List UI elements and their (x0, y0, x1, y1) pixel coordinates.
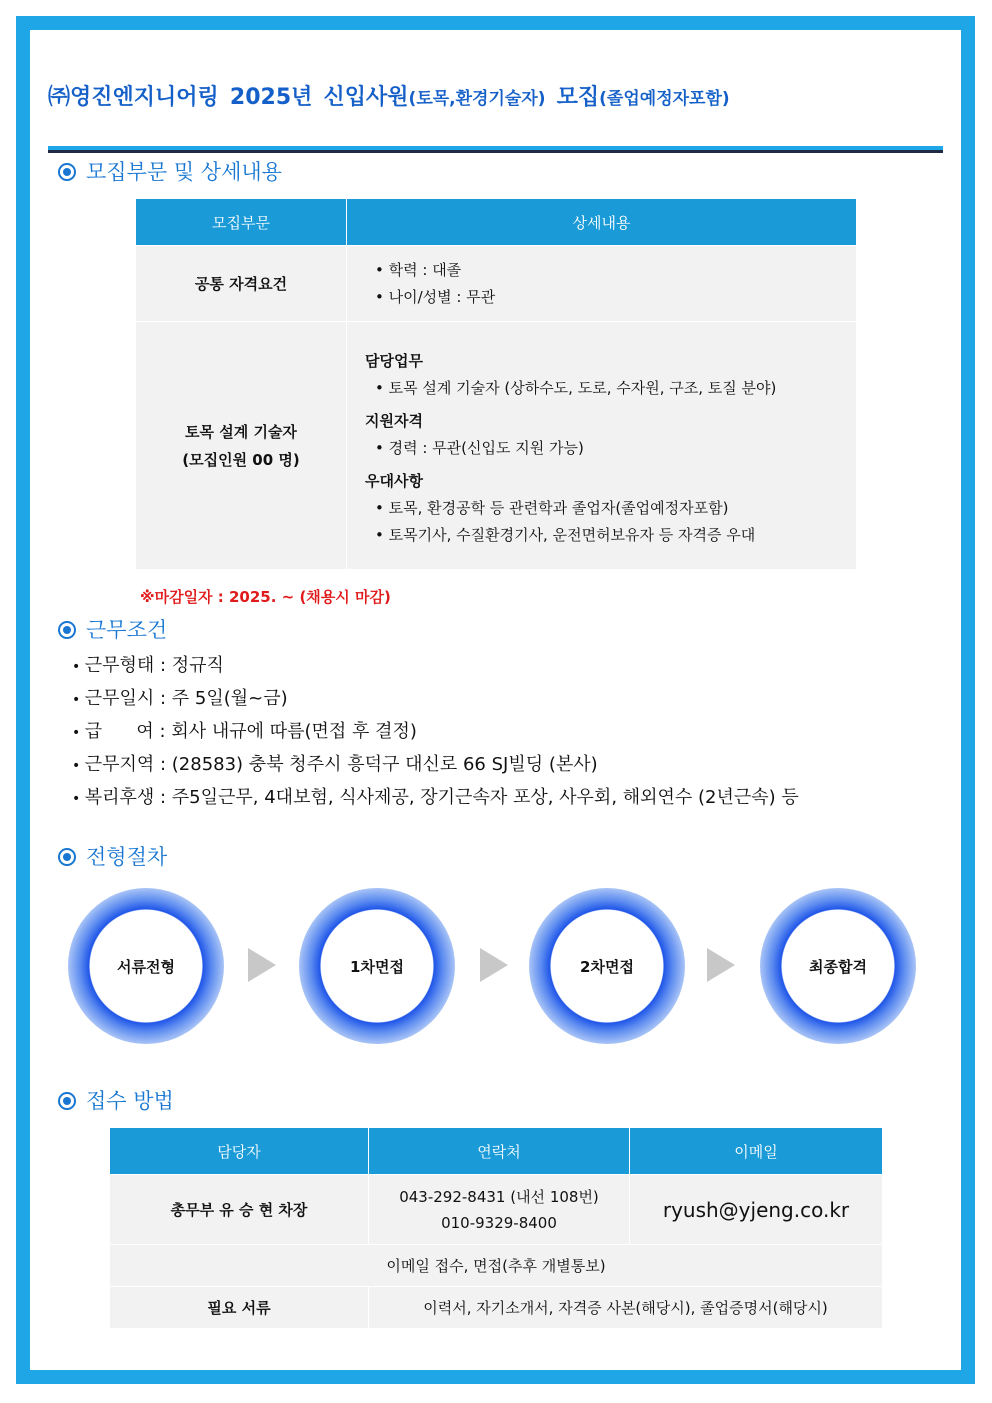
section-apply: 접수 방법 (58, 1085, 174, 1115)
condition-benefits: • 복리후생 : 주5일근무, 4대보험, 식사제공, 장기근속자 포상, 사우회, 해외연수 (2년근속) 등 (72, 782, 799, 815)
process-step-interview1: 1차면접 (299, 888, 455, 1044)
list-item: • 경력 : 무관(신입도 지원 가능) (365, 435, 856, 462)
recruit-table (135, 198, 857, 570)
apply-method: 이메일 접수, 면접(추후 개별통보) (110, 1245, 883, 1287)
title-position: 신입사원 (323, 85, 409, 110)
condition-work-days: • 근무일시 : 주 5일(월~금) (72, 683, 799, 716)
process-step-final: 최종합격 (760, 888, 916, 1044)
title-company: ㈜영진엔지니어링 (48, 85, 219, 110)
list-item: • 토목기사, 수질환경기사, 운전면허보유자 등 자격증 우대 (365, 522, 856, 549)
process-step-interview2: 2차면접 (529, 888, 685, 1044)
circle-bullet-icon (58, 1092, 76, 1110)
qualification-title: 지원자격 (365, 412, 423, 430)
preference-title: 우대사항 (365, 472, 423, 490)
list-item: • 토목 설계 기술자 (상하수도, 도로, 수자원, 구조, 토질 분야) (365, 375, 856, 402)
conditions-list (72, 650, 799, 815)
common-requirements-label: 공통 자격요건 (136, 246, 347, 322)
circle-bullet-icon (58, 848, 76, 866)
recruit-header-division: 모집부문 (136, 199, 347, 246)
condition-location: • 근무지역 : (28583) 충북 청주시 흥덕구 대신로 66 SJ빌딩 (본사) (72, 749, 799, 782)
title-recruit-note: (졸업예정자포함) (599, 89, 730, 109)
required-docs: 이력서, 자기소개서, 자격증 사본(해당시), 졸업증명서(해당시) (369, 1287, 883, 1329)
list-item: • 나이/성별 : 무관 (365, 284, 856, 311)
apply-header-person: 담당자 (110, 1128, 369, 1175)
title-year: 2025년 (229, 85, 313, 110)
section-process: 전형절차 (58, 841, 167, 871)
phone-office[interactable]: 043-292-8431 (내선 108번) (399, 1187, 599, 1206)
civil-engineer-detail (347, 322, 857, 570)
list-item: • 토목, 환경공학 등 관련학과 졸업자(졸업예정자포함) (365, 495, 856, 522)
condition-employment-type: • 근무형태 : 정규직 (72, 650, 799, 683)
deadline-notice: ※마감일자 : 2025. ~ (채용시 마감) (140, 588, 391, 606)
circle-bullet-icon (58, 163, 76, 181)
condition-salary: • 급 여 : 회사 내규에 따름(면접 후 결정) (72, 716, 799, 749)
contact-email[interactable]: ryush@yjeng.co.kr (630, 1175, 883, 1245)
title-recruit: 모집 (556, 85, 600, 110)
phone-mobile[interactable]: 010-9329-8400 (441, 1213, 557, 1232)
arrow-right-icon (707, 948, 735, 982)
contact-phone (369, 1175, 630, 1245)
apply-header-email: 이메일 (630, 1128, 883, 1175)
duty-title: 담당업무 (365, 352, 423, 370)
apply-table (109, 1127, 883, 1329)
title-position-detail: (토목,환경기술자) (408, 89, 546, 109)
arrow-right-icon (480, 948, 508, 982)
apply-header-phone: 연락처 (369, 1128, 630, 1175)
contact-person: 총무부 유 승 현 차장 (110, 1175, 369, 1245)
list-item: • 학력 : 대졸 (365, 257, 856, 284)
process-step-document: 서류전형 (68, 888, 224, 1044)
required-docs-label: 필요 서류 (110, 1287, 369, 1329)
page-title (48, 80, 730, 111)
arrow-right-icon (248, 948, 276, 982)
circle-bullet-icon (58, 621, 76, 639)
civil-engineer-label: 토목 설계 기술자 (모집인원 00 명) (136, 322, 347, 570)
section-conditions: 근무조건 (58, 614, 167, 644)
title-divider-dark (48, 150, 943, 153)
section-recruit-detail: 모집부문 및 상세내용 (58, 156, 282, 186)
common-requirements-detail (347, 246, 857, 322)
recruit-header-detail: 상세내용 (347, 199, 857, 246)
